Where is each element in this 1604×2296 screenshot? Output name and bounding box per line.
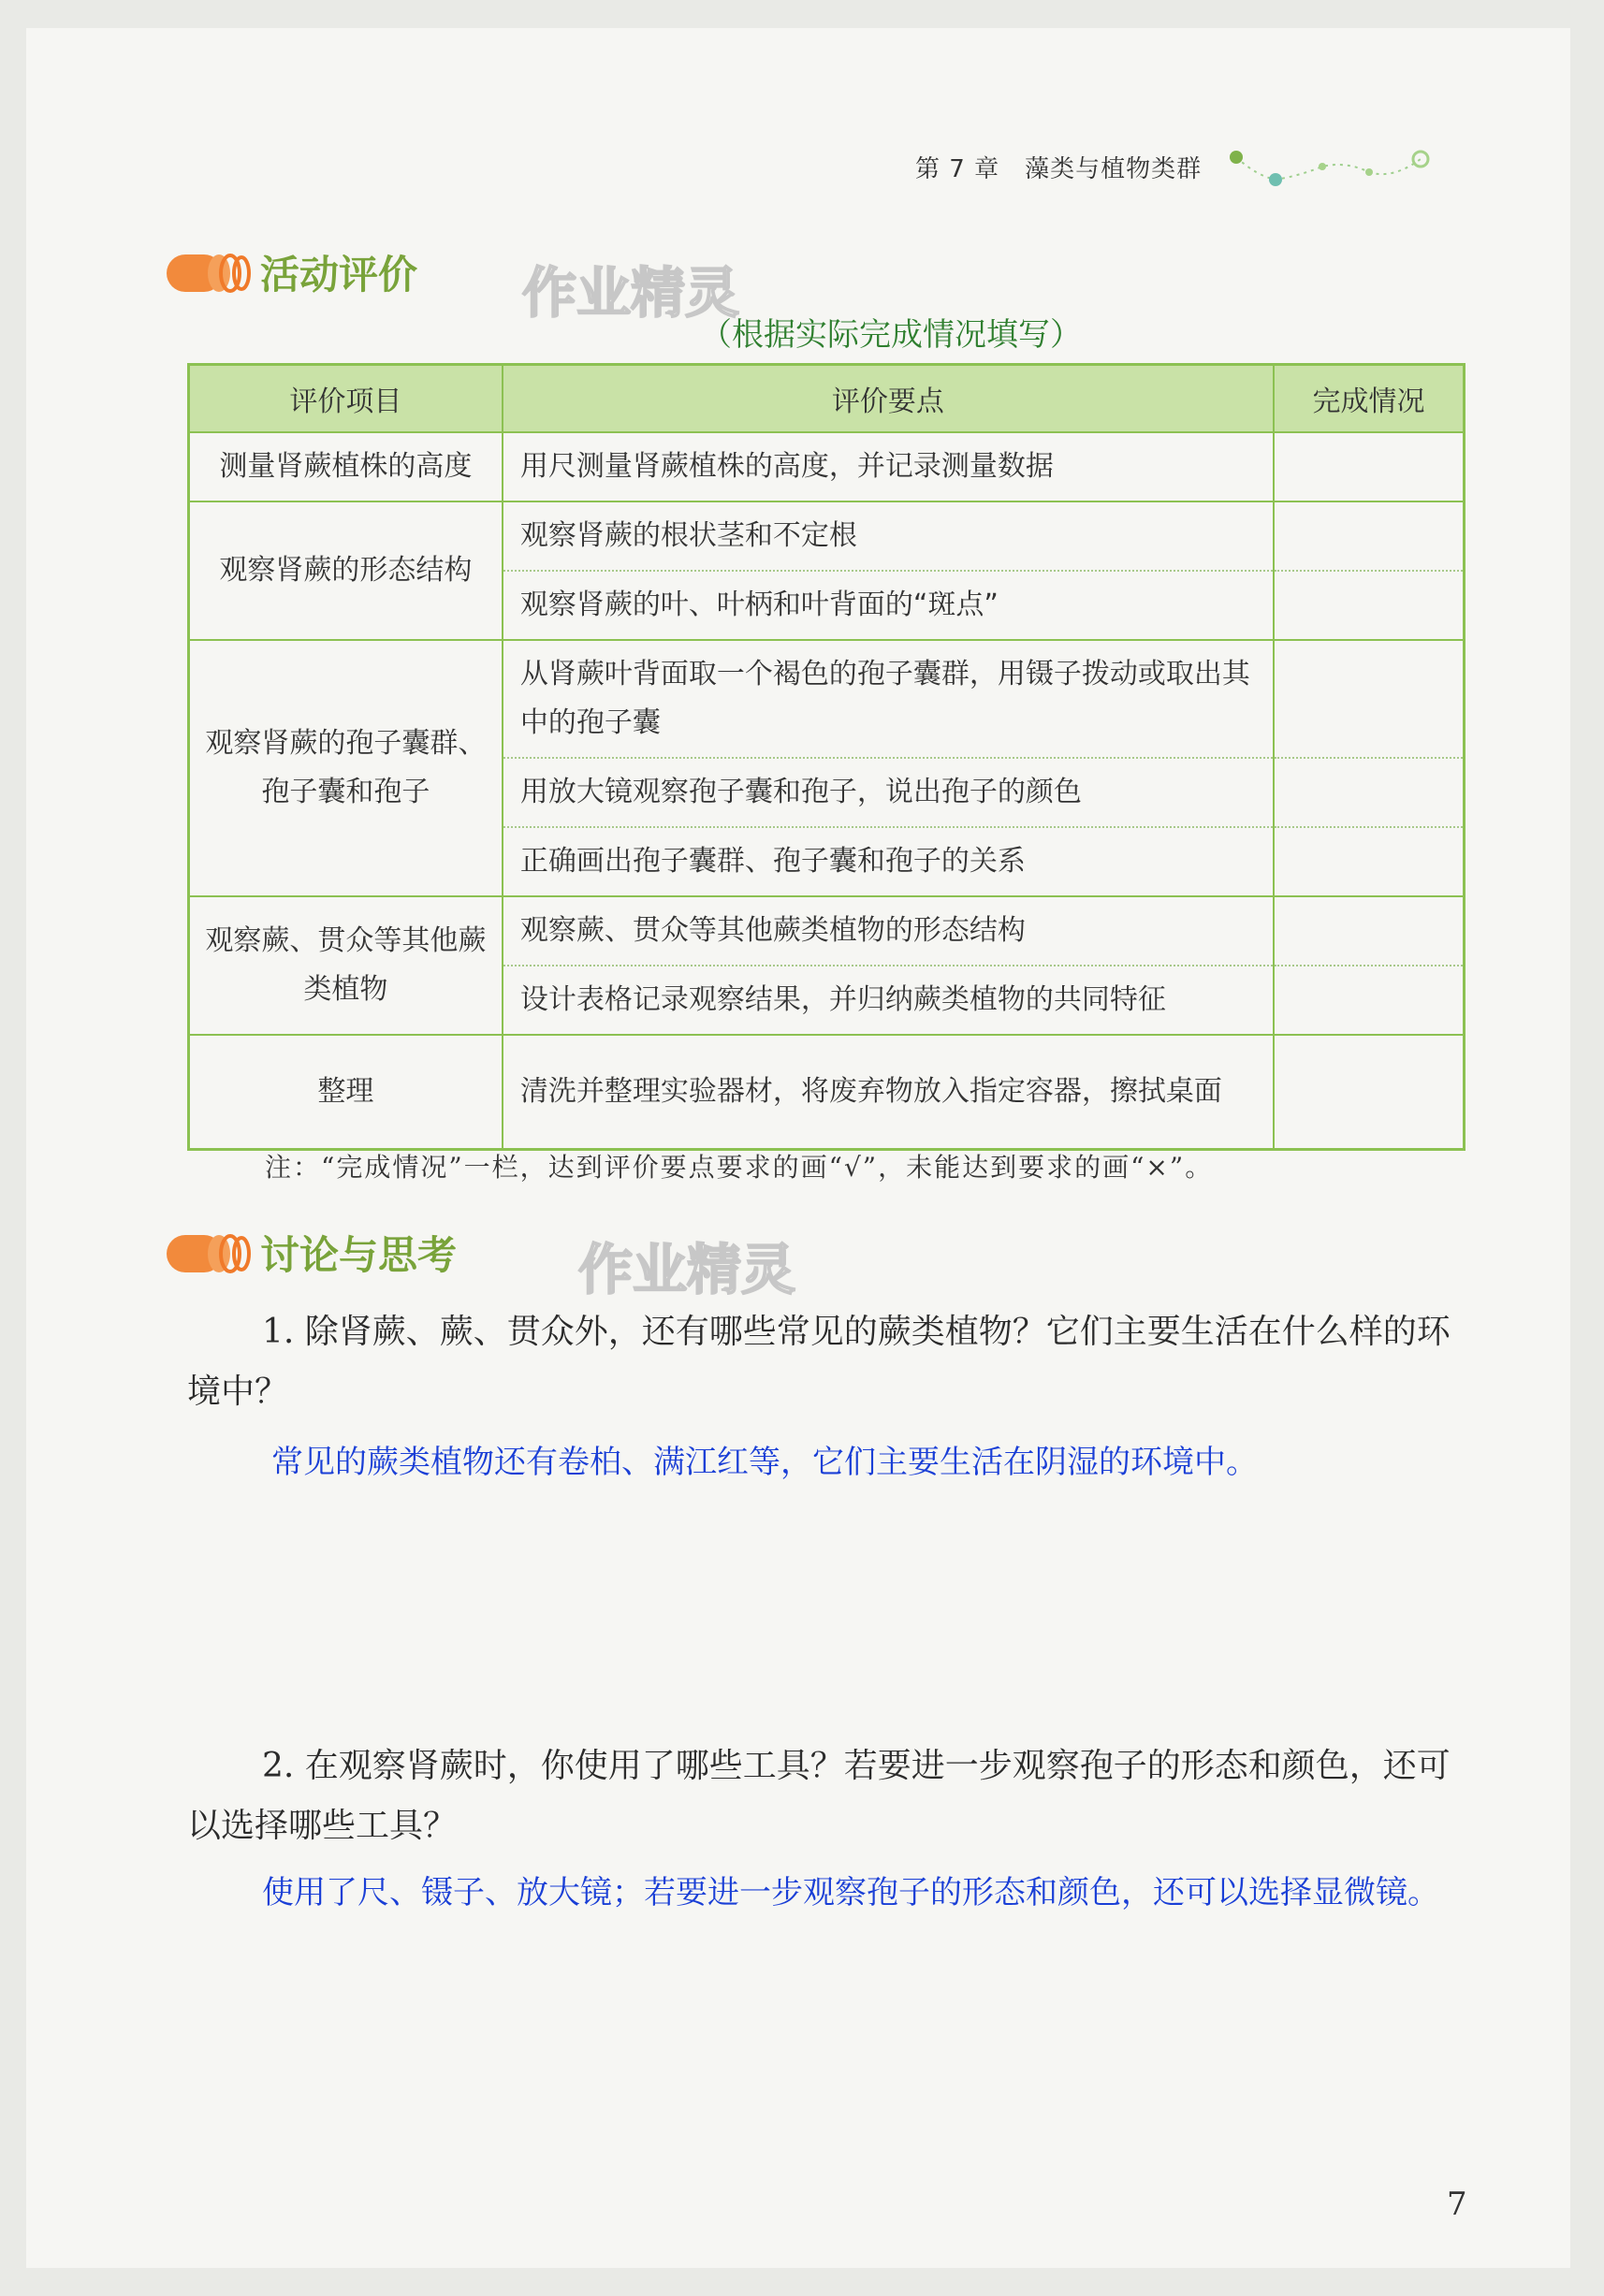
table-row [189,1035,1465,1149]
eval-item: 测量肾蕨植株的高度 [189,432,503,501]
status-cell[interactable] [1274,966,1465,1035]
orange-bullet-icon [167,253,251,294]
eval-point: 观察肾蕨的叶、叶柄和叶背面的“斑点” [503,571,1274,640]
page [26,28,1570,2268]
section-title-text: 讨论与思考 [260,1232,458,1278]
eval-point: 清洗并整理实验器材，将废弃物放入指定容器，擦拭桌面 [503,1035,1274,1149]
eval-item: 观察肾蕨的孢子囊群、孢子囊和孢子 [189,640,503,896]
header-point: 评价要点 [503,365,1274,433]
answer-2: 使用了尺、镊子、放大镜；若要进一步观察孢子的形态和颜色，还可以选择显微镜。 [262,1874,1439,1911]
table-row [189,640,1465,758]
evaluation-table [187,363,1465,1151]
answer-1: 常见的蕨类植物还有卷柏、满江红等，它们主要生活在阴湿的环境中。 [271,1444,1258,1481]
eval-item: 观察肾蕨的形态结构 [189,501,503,640]
question-2: 2. 在观察肾蕨时，你使用了哪些工具？若要进一步观察孢子的形态和颜色，还可以选择哪些工具？ [187,1747,1451,1845]
status-cell[interactable] [1274,571,1465,640]
page-number: 7 [1447,2186,1467,2223]
header-status: 完成情况 [1274,365,1465,433]
status-cell[interactable] [1274,758,1465,827]
eval-point: 观察蕨、贯众等其他蕨类植物的形态结构 [503,896,1274,966]
eval-item: 整理 [189,1035,503,1149]
table-row [189,501,1465,571]
eval-point: 设计表格记录观察结果，并归纳蕨类植物的共同特征 [503,966,1274,1035]
table-note: 注：“完成情况”一栏，达到评价要点要求的画“√”，未能达到要求的画“×”。 [265,1152,1214,1183]
table-row [189,432,1465,501]
eval-item: 观察蕨、贯众等其他蕨类植物 [189,896,503,1035]
question-1: 1. 除肾蕨、蕨、贯众外，还有哪些常见的蕨类植物？它们主要生活在什么样的环境中？ [187,1313,1451,1411]
running-header [915,122,1477,196]
section-title-text: 活动评价 [260,252,418,298]
table-row [189,896,1465,966]
eval-point: 观察肾蕨的根状茎和不定根 [503,501,1274,571]
eval-point: 用放大镜观察孢子囊和孢子，说出孢子的颜色 [503,758,1274,827]
status-cell[interactable] [1274,640,1465,758]
status-cell[interactable] [1274,432,1465,501]
dots-decoration-icon [1229,138,1444,204]
watermark: 作业精灵 [522,261,740,325]
status-cell[interactable] [1274,501,1465,571]
status-cell[interactable] [1274,827,1465,896]
table-header-row [189,365,1465,433]
orange-bullet-icon [167,1233,251,1274]
header-item: 评价项目 [189,365,503,433]
eval-point: 从肾蕨叶背面取一个褐色的孢子囊群，用镊子拨动或取出其中的孢子囊 [503,640,1274,758]
status-cell[interactable] [1274,896,1465,966]
eval-point: 正确画出孢子囊群、孢子囊和孢子的关系 [503,827,1274,896]
status-cell[interactable] [1274,1035,1465,1149]
chapter-title: 第 7 章 藻类与植物类群 [915,155,1203,183]
watermark: 作业精灵 [578,1238,796,1301]
fill-instruction: （根据实际完成情况填写） [700,316,1082,354]
eval-point: 用尺测量肾蕨植株的高度，并记录测量数据 [503,432,1274,501]
